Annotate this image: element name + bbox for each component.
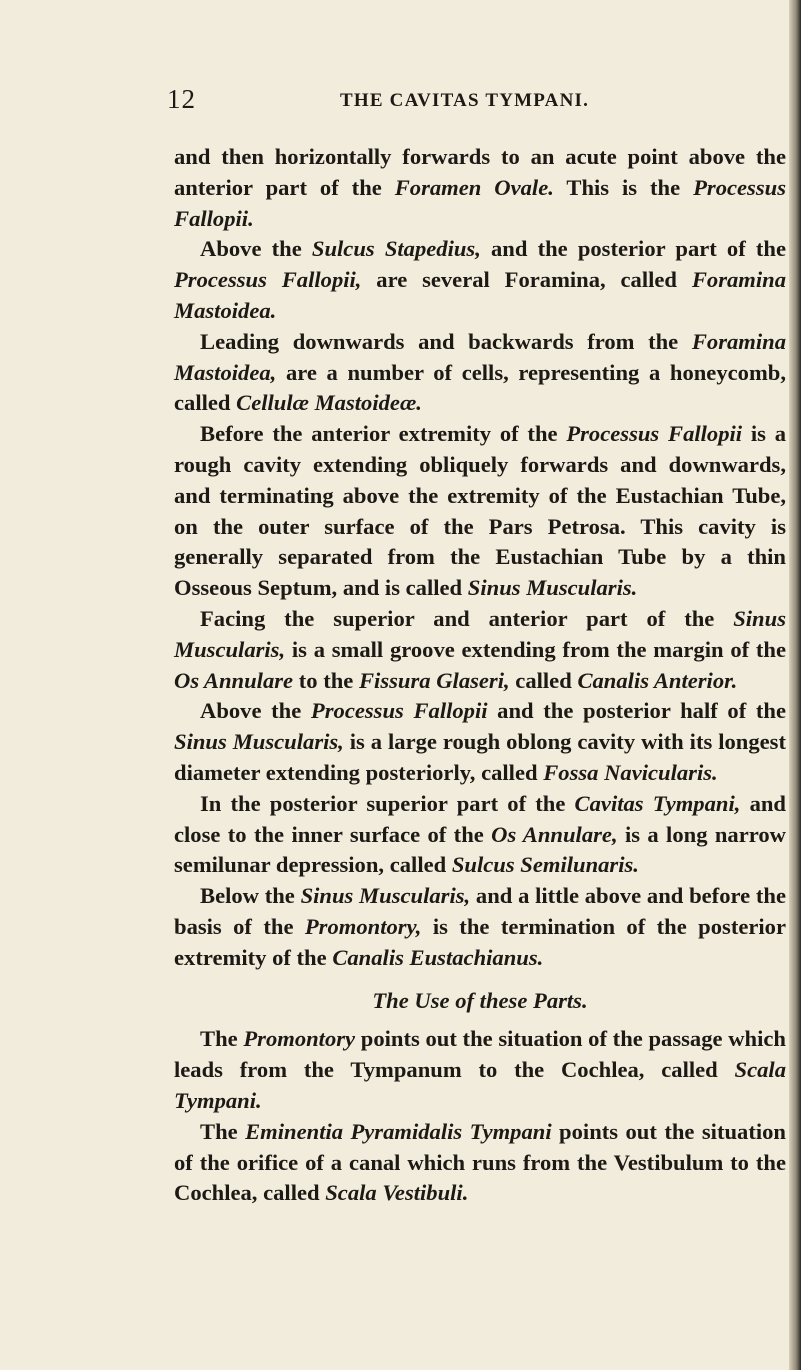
paragraph xyxy=(174,696,786,788)
italic-term: Promontory, xyxy=(304,913,422,939)
italic-term: Promontory xyxy=(243,1026,356,1052)
italic-term: Sinus Muscularis. xyxy=(467,575,638,601)
italic-term: Sulcus Semilunaris. xyxy=(451,852,639,878)
italic-term: Processus Fallopii xyxy=(310,698,488,724)
paragraph xyxy=(174,1024,786,1116)
italic-term: Scala Vestibuli. xyxy=(325,1180,469,1206)
text-run: are a number of cells, representing a honeycomb, called xyxy=(174,359,786,416)
italic-term: Foramina Mastoidea, xyxy=(174,328,786,385)
italic-term: Cavitas Tympani, xyxy=(574,790,741,816)
text-run: and then horizontally forwards to an acute point above the anterior part of the xyxy=(174,144,786,200)
italic-term: Sinus Muscularis, xyxy=(300,883,471,909)
text-run: This is the xyxy=(553,174,694,200)
italic-term: Foramen Ovale. xyxy=(394,174,554,200)
italic-term: Scala Tympani. xyxy=(174,1057,786,1113)
italic-term: Processus Fallopii. xyxy=(174,174,786,231)
text-run: The xyxy=(200,1118,246,1144)
italic-term: Os Annulare, xyxy=(491,821,618,847)
text-run: points out the situation of the passage which leads from the Tympanum to the Cochlea, called xyxy=(174,1026,786,1083)
paragraph xyxy=(174,419,786,604)
paragraph xyxy=(174,142,786,234)
text-run: The xyxy=(200,1026,244,1052)
text-run: points out the situation of the orifice of a canal which runs from the Vestibulum to the Cochlea, called xyxy=(174,1118,786,1206)
text-run: are several Foramina, called xyxy=(361,267,692,293)
text-run: is a rough cavity extending obliquely forwards and downwards, and terminating above the extremity of the Eustachian Tube, on the outer surface of the Pars Petrosa. This cavity is generally separated from the Eustachian Tube by a thin Osseous Septum, and is called xyxy=(174,421,786,601)
italic-term: Canalis Eustachianus. xyxy=(332,944,544,970)
italic-term: Canalis Anterior. xyxy=(577,667,738,693)
italic-term: Processus Fallopii, xyxy=(174,267,362,293)
italic-term: Eminentia Pyramidalis Tympani xyxy=(245,1118,552,1144)
text-run: Leading downwards and backwards from the xyxy=(200,328,692,354)
text-run: Facing the superior and anterior part of the xyxy=(200,605,734,631)
text-run: called xyxy=(509,667,578,693)
text-run: and the posterior half of the xyxy=(487,698,786,724)
italic-term: Foramina Mastoidea. xyxy=(174,267,786,323)
adjacent-page-edge xyxy=(789,0,801,1370)
main-paragraphs xyxy=(174,142,786,974)
text-run: Below the xyxy=(200,883,301,909)
paragraph xyxy=(174,1117,786,1209)
text-run: to the xyxy=(293,667,359,693)
paragraph xyxy=(174,881,786,973)
use-paragraphs xyxy=(174,1024,786,1209)
text-run: Above the xyxy=(200,698,311,724)
italic-term: Cellulæ Mastoideæ. xyxy=(236,390,422,416)
text-run: Before the anterior extremity of the xyxy=(200,421,567,447)
text-run: is the termination of the posterior extremity of the xyxy=(174,913,787,970)
page-number: 12 xyxy=(167,84,196,114)
section-heading: The Use of these Parts. xyxy=(372,987,588,1013)
italic-term: Sinus Muscularis, xyxy=(174,605,786,662)
paragraph xyxy=(174,327,786,419)
italic-term: Os Annulare xyxy=(174,667,294,693)
italic-term: Processus Fallopii xyxy=(566,421,743,447)
text-run: is a long narrow semilunar depression, called xyxy=(174,821,786,878)
paragraph xyxy=(174,789,786,881)
paragraph xyxy=(174,234,786,326)
text-run: and close to the inner surface of the xyxy=(174,790,786,847)
italic-term: Sulcus Stapedius, xyxy=(311,236,481,262)
text-run: and the posterior part of the xyxy=(480,236,786,262)
italic-term: Sinus Muscularis, xyxy=(174,729,344,755)
italic-term: Fossa Navicularis. xyxy=(543,759,718,785)
running-head: THE CAVITAS TYMPANI. xyxy=(340,90,590,111)
text-run: is a large rough oblong cavity with its longest diameter extending posteriorly, called xyxy=(174,729,786,785)
body-text xyxy=(174,142,786,1209)
text-run: and a little above and before the basis of the xyxy=(174,883,786,939)
italic-term: Fissura Glaseri, xyxy=(358,667,510,693)
text-run: In the posterior superior part of the xyxy=(200,790,575,816)
page-header xyxy=(0,84,801,124)
text-run: Above the xyxy=(200,236,312,262)
text-run: is a small groove extending from the margin of the xyxy=(285,636,786,662)
paragraph xyxy=(174,604,786,696)
